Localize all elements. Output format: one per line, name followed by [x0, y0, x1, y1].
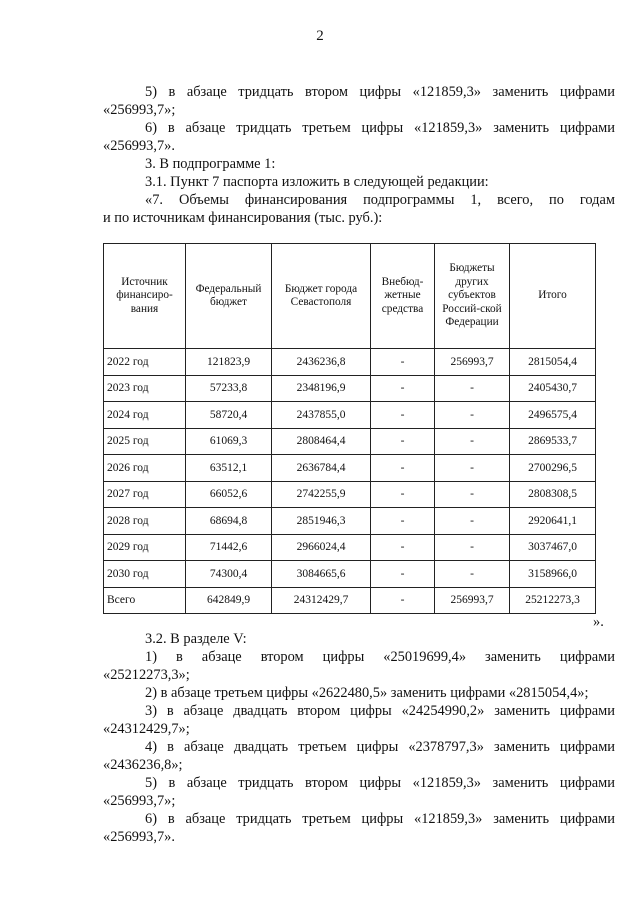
header-source: Источник финансиро-вания	[104, 244, 186, 349]
cell-offbudget: -	[371, 375, 435, 402]
page-number: 2	[316, 28, 324, 44]
cell-city: 2966024,4	[272, 534, 371, 561]
cell-other-regions: -	[435, 534, 510, 561]
quote-close: ».	[593, 614, 604, 630]
table-row	[104, 375, 596, 402]
cell-year: 2026 год	[104, 455, 186, 482]
intro-block	[103, 83, 615, 227]
s32-item-1-line-1: 1) в абзаце втором цифры «25019699,4» заменить цифрами	[145, 649, 615, 665]
cell-year: 2022 год	[104, 349, 186, 376]
cell-other-regions: -	[435, 561, 510, 588]
cell-other-regions: 256993,7	[435, 349, 510, 376]
section-3-2-heading: 3.2. В разделе V:	[145, 631, 247, 647]
table-row	[104, 428, 596, 455]
cell-year: 2023 год	[104, 375, 186, 402]
cell-city: 3084665,6	[272, 561, 371, 588]
cell-federal: 74300,4	[186, 561, 272, 588]
header-city: Бюджет города Севастополя	[272, 244, 371, 349]
cell-other-regions: 256993,7	[435, 587, 510, 614]
cell-offbudget: -	[371, 349, 435, 376]
cell-federal: 71442,6	[186, 534, 272, 561]
cell-year: 2029 год	[104, 534, 186, 561]
cell-federal: 66052,6	[186, 481, 272, 508]
cell-federal: 58720,4	[186, 402, 272, 429]
section-3-1-heading: 3.1. Пункт 7 паспорта изложить в следующей редакции:	[145, 174, 489, 190]
financing-table	[103, 243, 596, 614]
cell-city: 2437855,0	[272, 402, 371, 429]
table-row	[104, 349, 596, 376]
cell-total: 3037467,0	[510, 534, 596, 561]
cell-city: 2636784,4	[272, 455, 371, 482]
cell-offbudget: -	[371, 428, 435, 455]
point-7-line-1: «7. Объемы финансирования подпрограммы 1, всего, по годам	[145, 192, 615, 208]
s32-item-5-line-1: 5) в абзаце тридцать втором цифры «121859,3» заменить цифрами	[145, 775, 615, 791]
cell-total: 2700296,5	[510, 455, 596, 482]
table-row	[104, 561, 596, 588]
cell-total: 3158966,0	[510, 561, 596, 588]
cell-other-regions: -	[435, 402, 510, 429]
section-3-2-block	[103, 630, 615, 846]
cell-offbudget: -	[371, 402, 435, 429]
cell-offbudget: -	[371, 561, 435, 588]
table-header-row	[104, 244, 596, 349]
cell-offbudget: -	[371, 587, 435, 614]
header-total: Итого	[510, 244, 596, 349]
s32-item-1-line-2: «25212273,3»;	[103, 667, 190, 683]
cell-year: 2030 год	[104, 561, 186, 588]
cell-year: 2024 год	[104, 402, 186, 429]
item-6-line-2: «256993,7».	[103, 138, 175, 154]
cell-total: 2869533,7	[510, 428, 596, 455]
cell-other-regions: -	[435, 481, 510, 508]
cell-offbudget: -	[371, 534, 435, 561]
s32-item-2: 2) в абзаце третьем цифры «2622480,5» заменить цифрами «2815054,4»;	[145, 685, 589, 701]
point-7-line-2: и по источникам финансирования (тыс. руб.):	[103, 210, 383, 226]
cell-federal: 63512,1	[186, 455, 272, 482]
table-row	[104, 508, 596, 535]
item-6-line-1: 6) в абзаце тридцать третьем цифры «121859,3» заменить цифрами	[145, 120, 615, 136]
section-3-heading: 3. В подпрограмме 1:	[145, 156, 276, 172]
cell-year: 2028 год	[104, 508, 186, 535]
cell-total: 2405430,7	[510, 375, 596, 402]
item-5-line-2: «256993,7»;	[103, 102, 176, 118]
s32-item-6-line-2: «256993,7».	[103, 829, 175, 845]
cell-total: 2808308,5	[510, 481, 596, 508]
cell-total: 2496575,4	[510, 402, 596, 429]
cell-federal: 68694,8	[186, 508, 272, 535]
cell-year: 2025 год	[104, 428, 186, 455]
s32-item-3-line-2: «24312429,7»;	[103, 721, 190, 737]
item-5-line-1: 5) в абзаце тридцать втором цифры «121859,3» заменить цифрами	[145, 84, 615, 100]
cell-offbudget: -	[371, 508, 435, 535]
cell-city: 2348196,9	[272, 375, 371, 402]
cell-other-regions: -	[435, 508, 510, 535]
header-federal: Федеральный бюджет	[186, 244, 272, 349]
table-row	[104, 481, 596, 508]
header-other-regions: Бюджеты других субъектов Россий-ской Федерации	[435, 244, 510, 349]
cell-city: 2742255,9	[272, 481, 371, 508]
table-row	[104, 587, 596, 614]
table-row	[104, 402, 596, 429]
s32-item-4-line-1: 4) в абзаце двадцать третьем цифры «2378797,3» заменить цифрами	[145, 739, 615, 755]
cell-federal: 121823,9	[186, 349, 272, 376]
cell-year: Всего	[104, 587, 186, 614]
cell-offbudget: -	[371, 455, 435, 482]
cell-other-regions: -	[435, 375, 510, 402]
cell-city: 2851946,3	[272, 508, 371, 535]
cell-federal: 61069,3	[186, 428, 272, 455]
s32-item-4-line-2: «2436236,8»;	[103, 757, 183, 773]
cell-total: 25212273,3	[510, 587, 596, 614]
cell-other-regions: -	[435, 455, 510, 482]
table-row	[104, 455, 596, 482]
s32-item-5-line-2: «256993,7»;	[103, 793, 176, 809]
cell-offbudget: -	[371, 481, 435, 508]
cell-total: 2920641,1	[510, 508, 596, 535]
cell-federal: 642849,9	[186, 587, 272, 614]
table-row	[104, 534, 596, 561]
cell-other-regions: -	[435, 428, 510, 455]
cell-total: 2815054,4	[510, 349, 596, 376]
cell-year: 2027 год	[104, 481, 186, 508]
cell-federal: 57233,8	[186, 375, 272, 402]
cell-city: 2436236,8	[272, 349, 371, 376]
header-offbudget: Внебюд-жетные средства	[371, 244, 435, 349]
s32-item-6-line-1: 6) в абзаце тридцать третьем цифры «121859,3» заменить цифрами	[145, 811, 615, 827]
cell-city: 2808464,4	[272, 428, 371, 455]
s32-item-3-line-1: 3) в абзаце двадцать втором цифры «24254990,2» заменить цифрами	[145, 703, 615, 719]
cell-city: 24312429,7	[272, 587, 371, 614]
